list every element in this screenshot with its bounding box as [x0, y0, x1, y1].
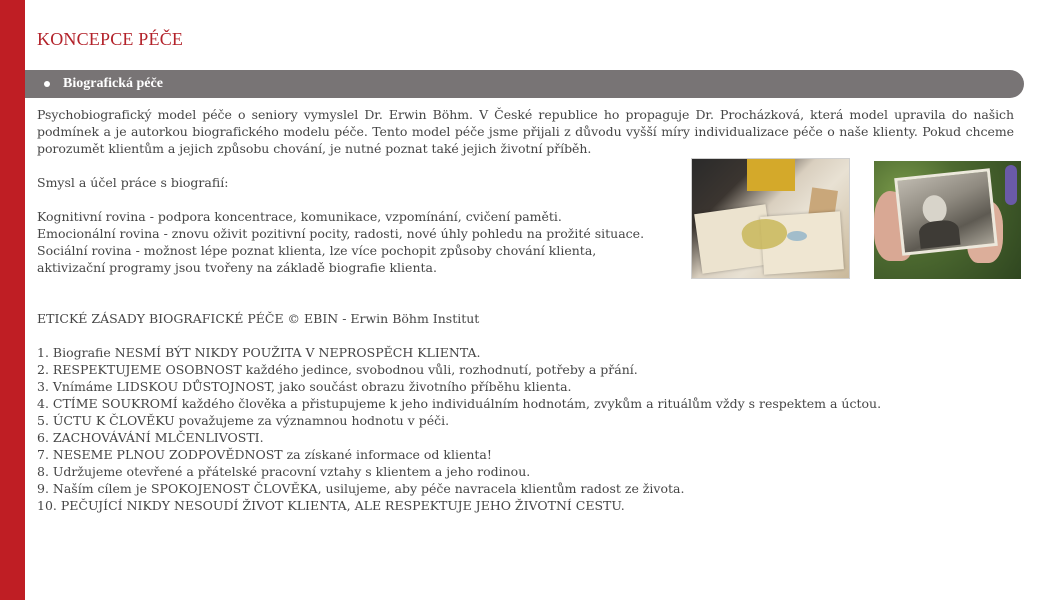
ethics-item: 1. Biografie NESMÍ BÝT NIKDY POUŽITA V NEPROSPĚCH KLIENTA. [37, 345, 481, 360]
ethics-item: 9. Naším cílem je SPOKOJENOST ČLOVĚKA, usilujeme, aby péče navracela klientům radost ze života. [37, 481, 685, 496]
intro-paragraph: Psychobiografický model péče o seniory vymyslel Dr. Erwin Böhm. V České republice ho propaguje Dr. Procházková, která model upravila do našich podmínek a je autorkou biografického modelu péče. Tento model péče jsme přijali z důvodu vyšší míry individualizace péče o naše klienty. Pokud chceme porozumět klientům a jejich způsobu chování, je nutné poznat také jejich životní příběh. [37, 107, 1014, 156]
purpose-item-emotional: Emocionální rovina - znovu oživit pozitivní pocity, radosti, nové úhly pohledu na prožité situace. [37, 226, 645, 241]
purpose-heading: Smysl a účel práce s biografií: [37, 175, 229, 190]
section-header-bar [25, 70, 1024, 98]
ethics-item: 5. ÚCTU K ČLOVĚKU považujeme za významnou hodnotu v péči. [37, 413, 450, 428]
page-title: KONCEPCE PÉČE [37, 29, 184, 49]
main-content [37, 106, 1014, 514]
purpose-block [37, 174, 687, 276]
ethics-item: 8. Udržujeme otevřené a přátelské pracovní vztahy s klientem a jeho rodinou. [37, 464, 531, 479]
purpose-item-social: Sociální rovina - možnost lépe poznat klienta, lze více pochopit způsoby chování klienta, aktivizační programy jsou tvořeny na základě biografie klienta. [37, 243, 597, 275]
bullet-icon [44, 81, 50, 87]
ethics-item: 7. NESEME PLNOU ZODPOVĚDNOST za získané informace od klienta! [37, 447, 492, 462]
section-label: Biografická péče [63, 76, 163, 91]
ethics-item: 3. Vnímáme LIDSKOU DŮSTOJNOST, jako součást obrazu životního příběhu klienta. [37, 379, 572, 394]
ethics-list [37, 344, 1014, 514]
purpose-item-cognitive: Kognitivní rovina - podpora koncentrace, komunikace, vzpomínání, cvičení paměti. [37, 209, 562, 224]
book-photo [691, 158, 850, 279]
ethics-item: 6. ZACHOVÁVÁNÍ MLČENLIVOSTI. [37, 430, 264, 445]
ethics-item: 4. CTÍME SOUKROMÍ každého člověka a přistupujeme k jeho individuálním hodnotám, zvykům a rituálům vždy s respektem a úctou. [37, 396, 882, 411]
ethics-heading: ETICKÉ ZÁSADY BIOGRAFICKÉ PÉČE © EBIN - Erwin Böhm Institut [37, 311, 480, 326]
ethics-item: 10. PEČUJÍCÍ NIKDY NESOUDÍ ŽIVOT KLIENTA, ALE RESPEKTUJE JEHO ŽIVOTNÍ CESTU. [37, 498, 625, 513]
ethics-item: 2. RESPEKTUJEME OSOBNOST každého jedince, svobodnou vůli, rozhodnutí, potřeby a přání. [37, 362, 638, 377]
hands-holding-photo [874, 161, 1021, 279]
left-accent-bar [0, 0, 25, 600]
